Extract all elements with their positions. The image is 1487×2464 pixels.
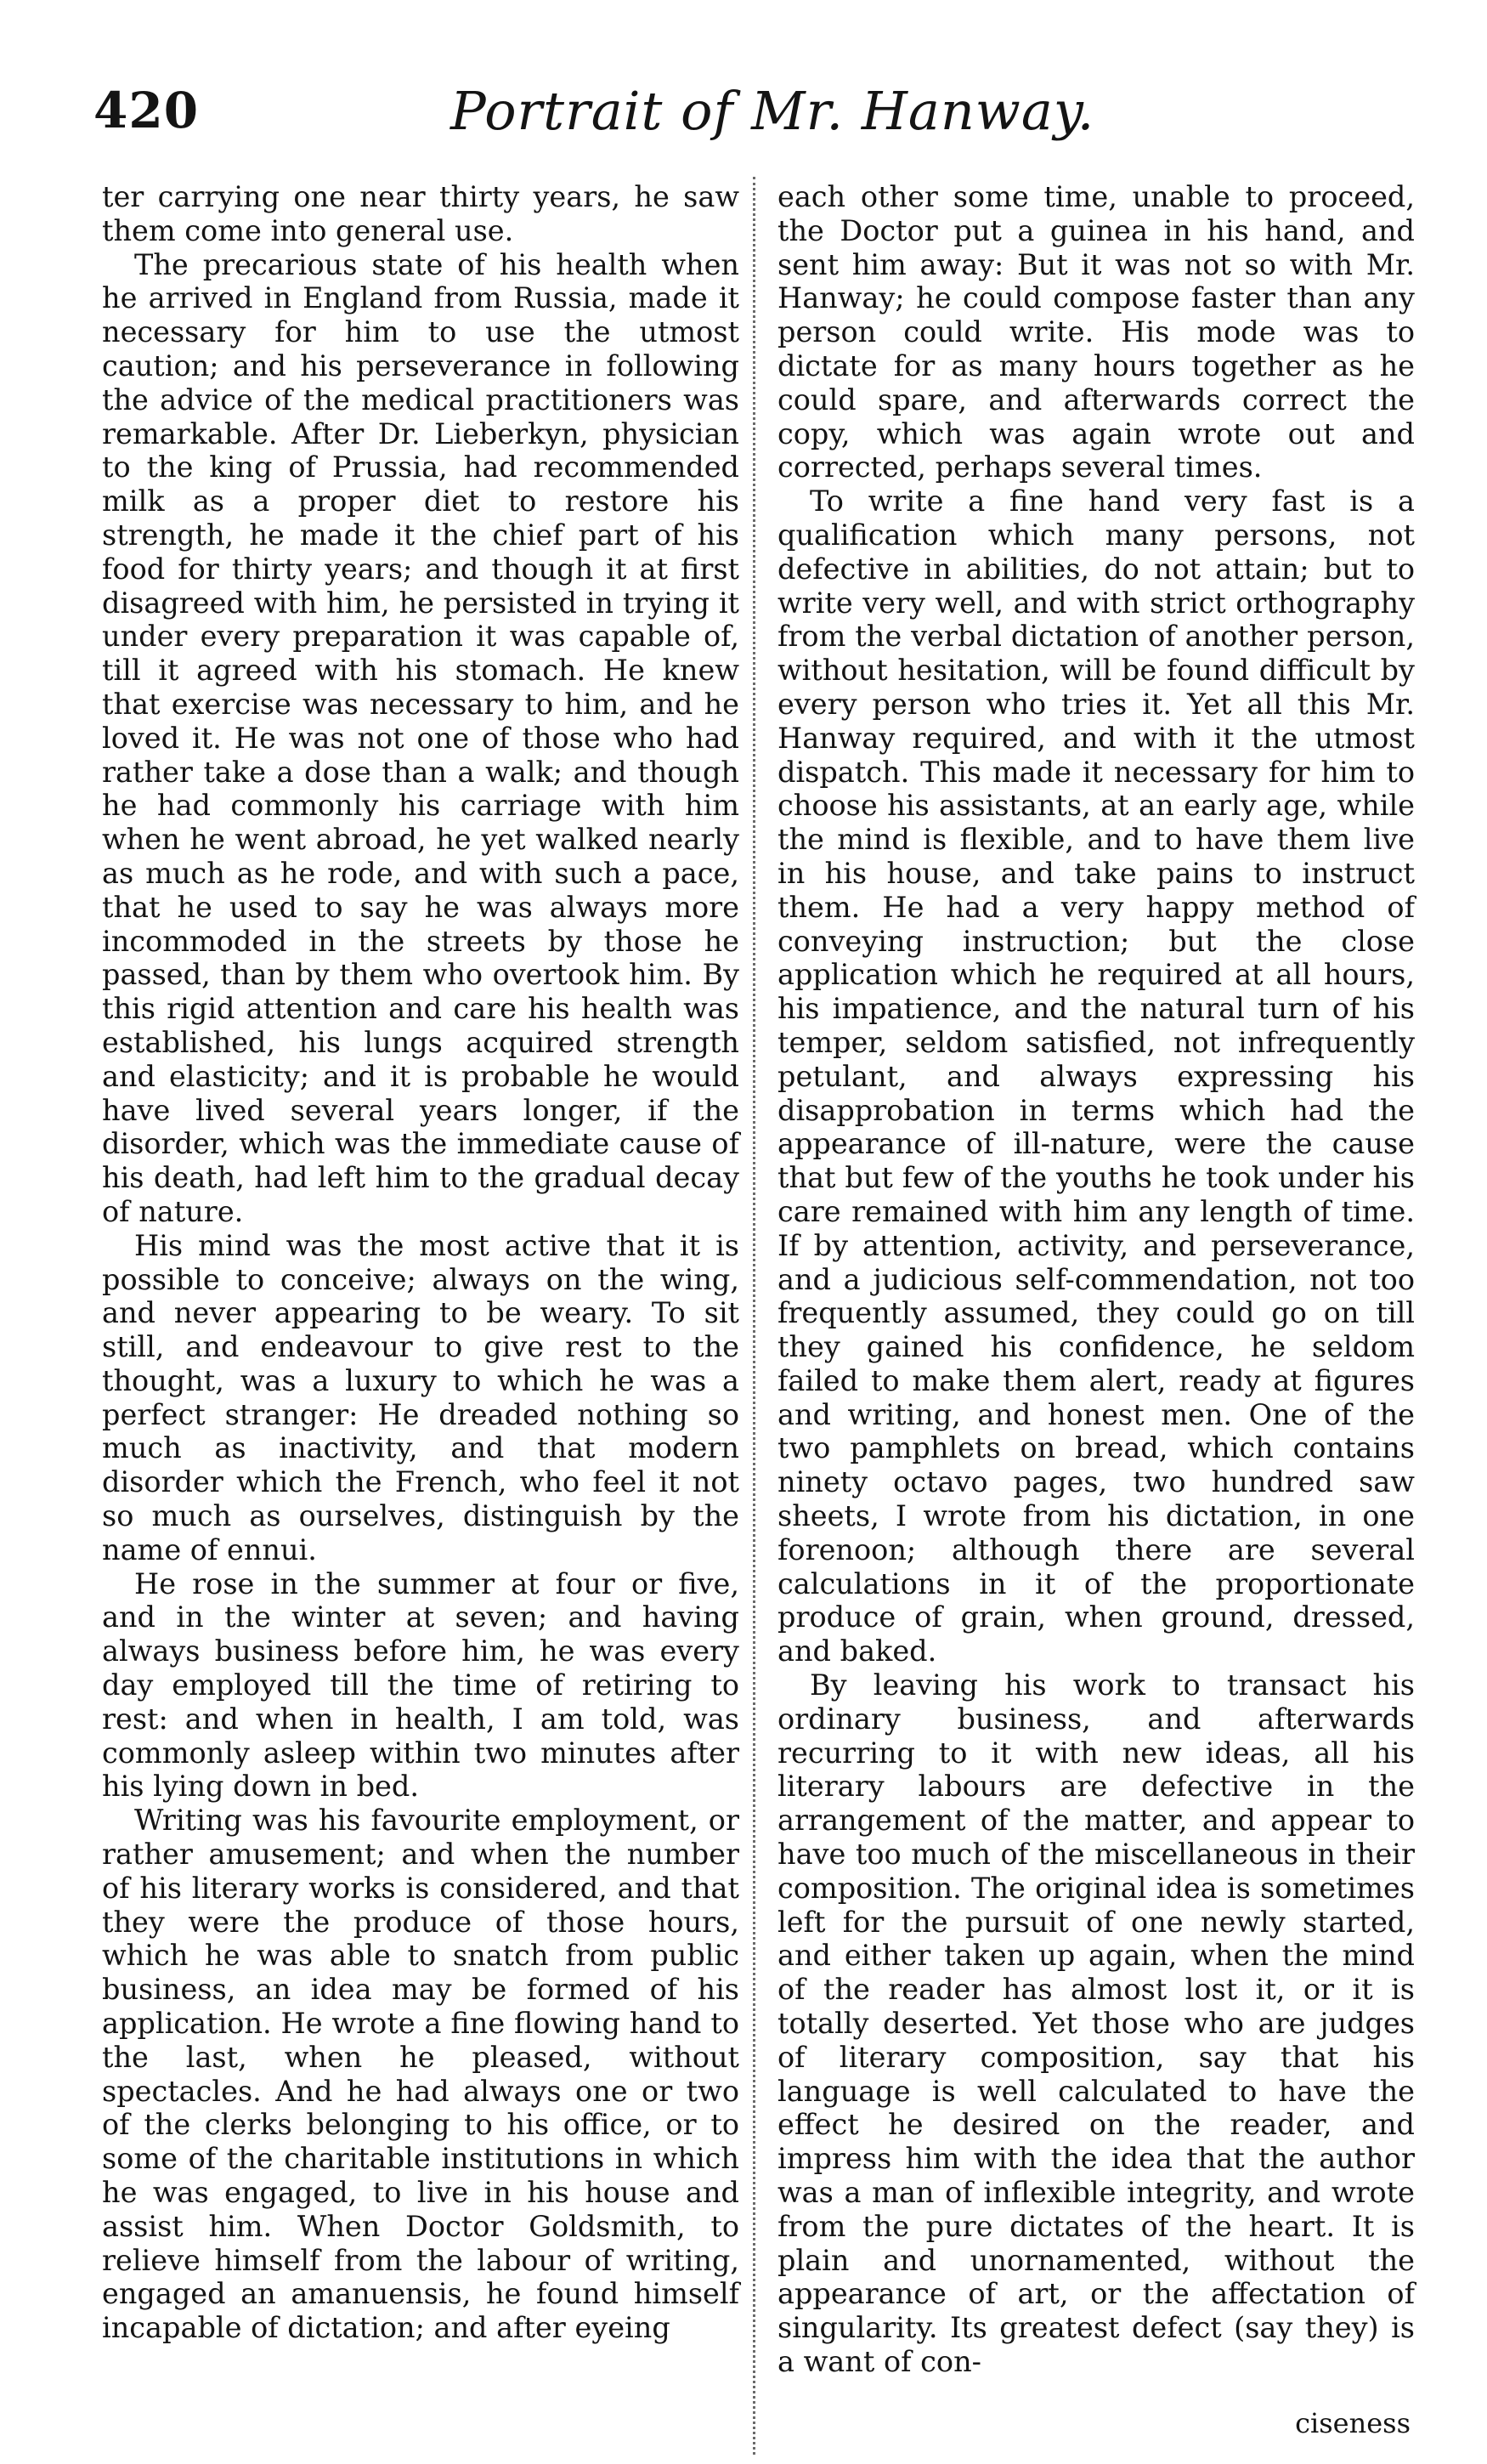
paragraph: Writing was his favourite employment, or rather amusement; and when the number of his literary works is considered, and that they were the produce of those hours, which he was able to snatch from public business, an idea may be formed of his application. He wrote a fine flowing hand to the last, when he pleased, without spectacles. And he had always one or two of the clerks belonging to his office, or to some of the charitable institutions in which he was engaged, to live in his house and assist him. When Doctor Goldsmith, to relieve himself from the labour of writing, engaged an amanuensis, he found himself incapable of dictation; and after eyeing (102, 1804, 739, 2345)
left-column (102, 180, 739, 2345)
right-column (777, 180, 1415, 2379)
running-head: Portrait of Mr. Hanway. (450, 80, 1095, 142)
paragraph: each other some time, unable to proceed, the Doctor put a guinea in his hand, and sent him away: But it was not so with Mr. Hanway; he could compose faster than any person could write. His mode was to dictate for as many hours together as he could spare, and afterwards correct the copy, which was again wrote out and corrected, perhaps several times. (777, 180, 1415, 484)
paragraph: The precarious state of his health when he arrived in England from Russia, made it necessary for him to use the utmost caution; and his perseverance in following the advice of the medical practitioners was remarkable. After Dr. Lieberkyn, physician to the king of Prussia, had recommended milk as a proper diet to restore his strength, he made it the chief part of his food for thirty years; and though it at first disagreed with him, he persisted in trying it under every preparation it was capable of, till it agreed with his stomach. He knew that exercise was necessary to him, and he loved it. He was not one of those who had rather take a dose than a walk; and though he had commonly his carriage with him when he went abroad, he yet walked nearly as much as he rode, and with such a pace, that he used to say he was always more incommoded in the streets by those he passed, than by them who overtook him. By this rigid attention and care his health was established, his lungs acquired strength and elasticity; and it is probable he would have lived several years longer, if the disorder, which was the immediate cause of his death, had left him to the gradual decay of nature. (102, 247, 739, 1228)
page-number: 420 (93, 82, 200, 139)
paragraph: By leaving his work to transact his ordinary business, and afterwards recurring to it with new ideas, all his literary labours are defective in the arrangement of the matter, and appear to have too much of the miscellaneous in their composition. The original idea is sometimes left for the pursuit of one newly started, and either taken up again, when the mind of the reader has almost lost it, or it is totally deserted. Yet those who are judges of literary composition, say that his language is well calculated to have the effect he desired on the reader, and impress him with the idea that the author was a man of inflexible integrity, and wrote from the pure dictates of the heart. It is plain and unornamented, without the appearance of art, or the affectation of singularity. Its greatest defect (say they) is a want of con- (777, 1668, 1415, 2378)
paragraph: His mind was the most active that it is possible to conceive; always on the wing, and never appearing to be weary. To sit still, and endeavour to give rest to the thought, was a luxury to which he was a perfect stranger: He dreaded nothing so much as inactivity, and that modern disorder which the French, who feel it not so much as ourselves, distinguish by the name of ennui. (102, 1228, 739, 1566)
column-divider (753, 177, 757, 2455)
paragraph: ter carrying one near thirty years, he saw them come into general use. (102, 180, 739, 247)
page-header (93, 76, 1419, 161)
paragraph: To write a fine hand very fast is a qualification which many persons, not defective in abilities, do not attain; but to write very well, and with strict orthography from the verbal dictation of another person, without hesitation, will be found difficult by every person who tries it. Yet all this Mr. Hanway required, and with it the utmost dispatch. This made it necessary for him to choose his assistants, at an early age, while the mind is flexible, and to have them live in his house, and take pains to instruct them. He had a very happy method of conveying instruction; but the close application which he required at all hours, his impatience, and the natural turn of his temper, seldom satisfied, not infrequently petulant, and always expressing his disapprobation in terms which had the appearance of ill-nature, were the cause that but few of the youths he took under his care remained with him any length of time. If by attention, activity, and perseverance, and a judicious self-commendation, not too frequently assumed, they could go on till they gained his confidence, he seldom failed to make them alert, ready at figures and writing, and honest men. One of the two pamphlets on bread, which contains ninety octavo pages, two hundred saw sheets, I wrote from his dictation, in one forenoon; although there are several calculations in it of the proportionate produce of grain, when ground, dressed, and baked. (777, 484, 1415, 1668)
paragraph: He rose in the summer at four or five, and in the winter at seven; and having always business before him, he was every day employed till the time of retiring to rest: and when in health, I am told, was commonly asleep within two minutes after his lying down in bed. (102, 1566, 739, 1804)
catchword: ciseness (1295, 2407, 1411, 2439)
